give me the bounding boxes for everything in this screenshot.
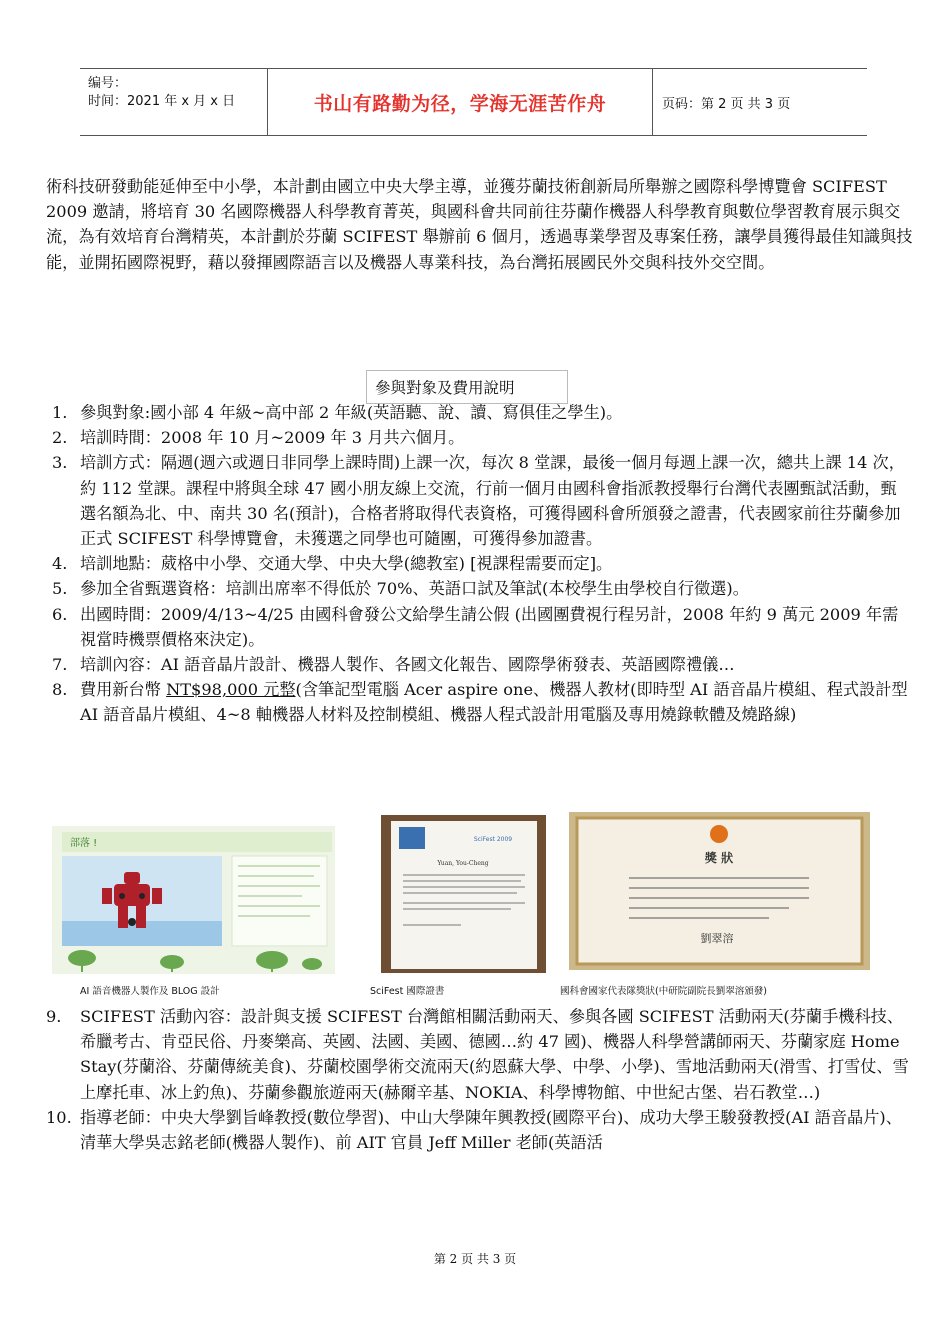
list-item-text: 出國時間：2009/4/13~4/25 由國科會發公文給學生請公假 (出國團費視行程另計，2008 年約 9 萬元 2009 年需視當時機票價格來決定)。 <box>80 604 899 649</box>
list-item-text: 培訓時間：2008 年 10 月~2009 年 3 月共六個月。 <box>80 428 465 448</box>
section-title: 參與對象及費用說明 <box>366 370 568 404</box>
list-item-number: 1. <box>52 403 68 422</box>
list-item-number: 6. <box>52 604 68 624</box>
list-item <box>52 576 912 601</box>
list-item <box>46 1105 912 1155</box>
list-item <box>52 425 912 450</box>
fee-amount: NT$98,000 元整 <box>166 680 296 700</box>
list-item-number: 8. <box>52 680 68 700</box>
info-list <box>52 400 912 728</box>
list-item-number: 4. <box>52 554 68 574</box>
scifest-certificate-photo <box>381 815 546 973</box>
photo-caption: AI 語音機器人製作及 BLOG 設計 <box>80 986 220 997</box>
list-item-text: 培訓地點：葳格中小學、交通大學、中央大學(總教室) [視課程需要而定]。 <box>80 554 613 574</box>
list-item-text: 指導老師：中央大學劉旨峰教授(數位學習)、中山大學陳年興教授(國際平台)、成功大學王駿發教授(AI 語音晶片)、清華大學吳志銘老師(機器人製作)、前 AIT 官員 Jeff Miller 老師(英語活 <box>80 1107 902 1153</box>
award-signature: 劉翠溶 <box>700 932 734 945</box>
header-meta <box>88 75 235 111</box>
list-item <box>52 551 912 576</box>
list-item <box>52 400 912 425</box>
list-item-text: 培訓方式：隔週(週六或週日非同學上課時間)上課一次，每次 8 堂課，最後一個月每週上課一次，總共上課 14 次，約 112 堂課。課程中將與全球 47 國小朋友線上交流，行前一個月由國科會指派教授舉行台灣代表團甄試活動，甄選名額為北、中、南共 30 名(預計)，合格者將取得代表資格，可獲得國科會所頒發之證書，代表國家前往芬蘭參加正式 SCIFEST 科學博覽會，未獲選之同學也可隨團，可獲得參加證書。 <box>80 453 905 549</box>
intro-paragraph: 術科技研發動能延伸至中小學，本計劃由國立中央大學主導，並獲芬蘭技術創新局所舉辦之國際科學博覽會 SCIFEST 2009 邀請，將培育 30 名國際機器人科學教育菁英，與國科會共同前往芬蘭作機器人科學教育與數位學習教育展示與交流，為有效培育台灣精英，本計劃於芬蘭 SCIFEST 舉辦前 6 個月，透過專業學習及專案任務，讓學員獲得最佳知識與技能，並開拓國際視野，藉以發揮國際語言以及機器人專業科技，為台灣拓展國民外交與科技外交空間。 <box>46 177 913 272</box>
list-item <box>46 1004 912 1105</box>
award-illustration <box>569 812 870 970</box>
award-certificate-photo <box>569 812 870 970</box>
list-item <box>52 652 912 677</box>
robot-blog-photo <box>52 826 335 974</box>
page-header <box>80 68 867 136</box>
list-item <box>52 677 912 727</box>
certificate-name: Yuan, You-Cheng <box>437 860 489 867</box>
photo-caption: SciFest 國際證書 <box>370 986 445 997</box>
header-page-info: 页码：第 2 页 共 3 页 <box>662 97 791 112</box>
page-footer: 第 2 页 共 3 页 <box>433 1252 517 1266</box>
fee-prefix: 費用新台幣 <box>80 680 167 700</box>
header-number: 编号： <box>88 76 128 91</box>
robot-blog-illustration <box>52 826 335 974</box>
list-item-text: 參加全省甄選資格：培訓出席率不得低於 70%、英語口試及筆試(本校學生由學校自行徵選)。 <box>80 579 749 599</box>
list-item <box>52 602 912 652</box>
header-time: 时间：2021 年 x 月 x 日 <box>88 94 236 109</box>
certificate-title: SciFest 2009 <box>473 836 513 843</box>
list-item-number: 9. <box>46 1007 62 1026</box>
list-item-number: 5. <box>52 579 68 599</box>
info-list-continued <box>46 1004 912 1155</box>
list-item-number: 3. <box>52 453 68 473</box>
list-item-text: 參與對象:國小部 4 年級~高中部 2 年級(英語聽、說、讀、寫俱佳之學生)。 <box>80 403 623 422</box>
list-item <box>52 450 912 551</box>
list-item-text: (含筆記型電腦 Acer aspire one、機器人教材(即時型 AI 語音晶片模組、程式設計型 AI 語音晶片模組、4~8 軸機器人材料及控制模組、機器人程式設計用電腦及專用燒錄軟體及燒路線) <box>80 680 908 725</box>
blog-header-text: 部落 ! <box>70 838 98 849</box>
list-item-number: 7. <box>52 655 68 675</box>
header-motto: 书山有路勤为径，学海无涯苦作舟 <box>313 93 607 115</box>
header-divider <box>652 69 653 135</box>
list-item-number: 2. <box>52 428 68 448</box>
certificate-illustration <box>381 815 546 973</box>
list-item-number: 10. <box>46 1107 72 1127</box>
photo-caption: 國科會國家代表隊獎狀(中研院副院長劉翠溶頒發) <box>560 986 767 997</box>
award-title: 獎 狀 <box>704 851 734 865</box>
list-item-text: 培訓內容：AI 語音晶片設計、機器人製作、各國文化報告、國際學術發表、英語國際禮儀… <box>80 655 735 675</box>
list-item-text: SCIFEST 活動內容：設計與支援 SCIFEST 台灣館相關活動兩天、參與各國 SCIFEST 活動兩天(芬蘭手機科技、希臘考古、肯亞民俗、丹麥樂高、英國、法國、美國、德國…約 47 國)、機器人科學營講師兩天、芬蘭家庭 Home Stay(芬蘭浴、芬蘭傳統美食)、芬蘭校園學術交流兩天(約恩蘇大學、中學、小學)、雪地活動兩天(滑雪、打雪仗、雪上摩托車、冰上釣魚)、芬蘭參觀旅遊兩天(赫爾辛基、NOKIA、科學博物館、中世紀古堡、岩石教堂…) <box>80 1007 909 1102</box>
